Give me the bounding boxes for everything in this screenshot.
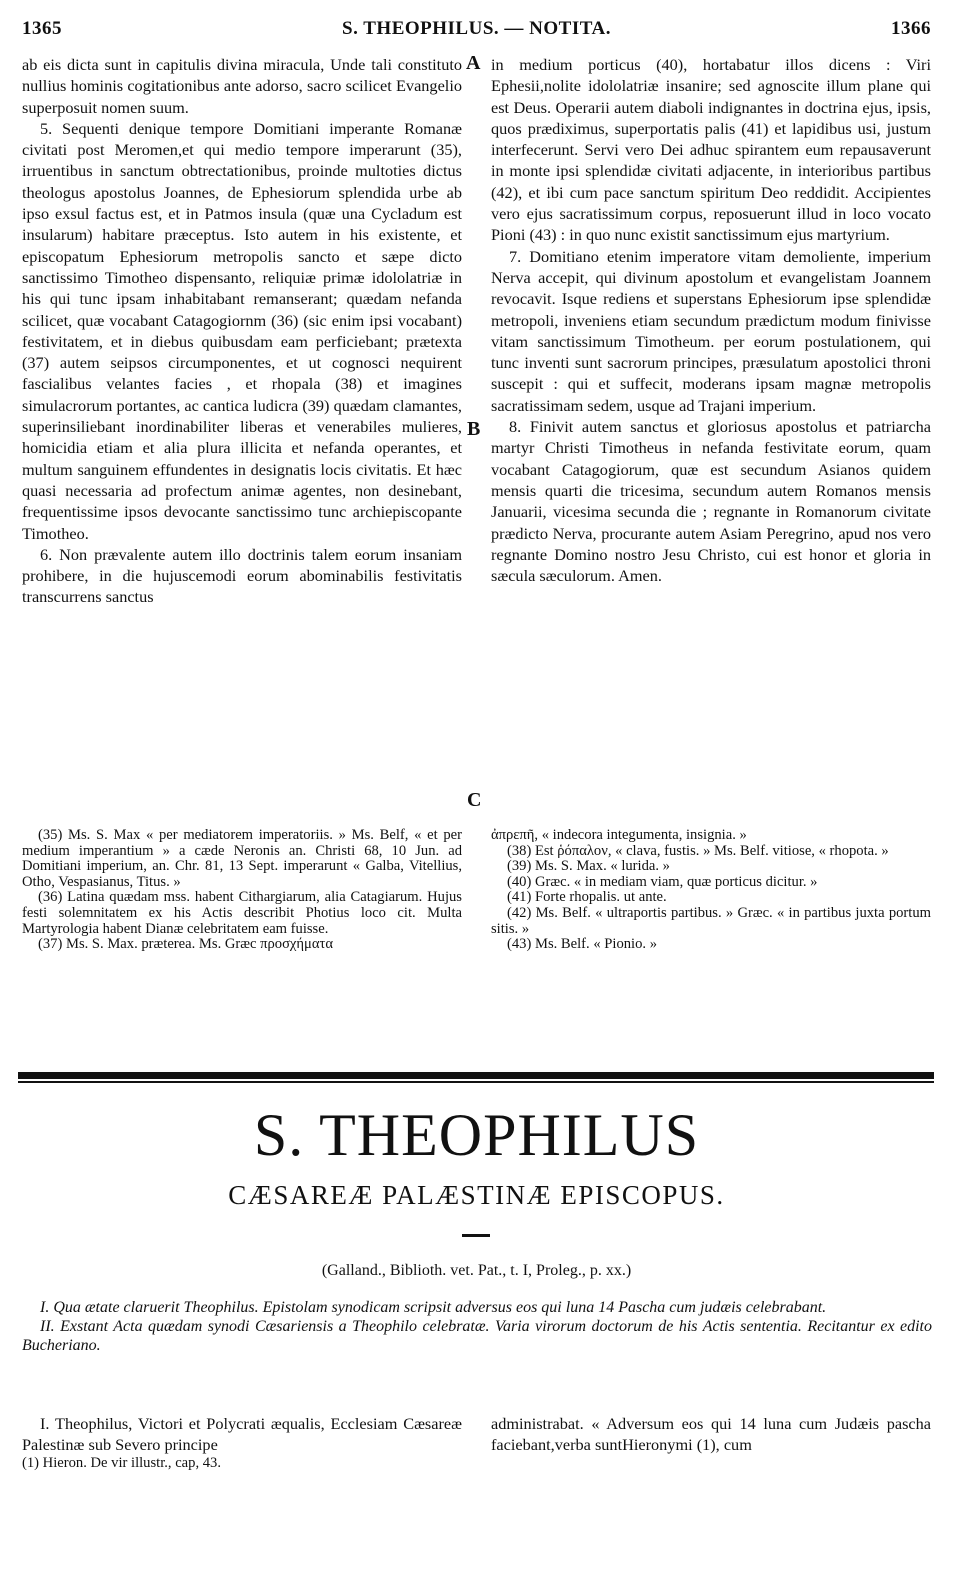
summary-item-1: I. Qua ætate claruerit Theophilus. Epistolam synodicam scripsit adversus eos qui luna 14 Pascha cum judæis celebrabant.	[40, 1299, 827, 1316]
footnote-37: (37) Ms. S. Max. præterea. Ms. Græc προσχήματα	[38, 936, 334, 953]
paragraph-7: 7. Domitiano etenim imperatore vitam demoliente, imperium Nerva accepit, qui divinum apostolum et evangelistam Joannem revocavit. Isque rediens et superstans Ephesiorum ipse splendidæ metropoli, inveniens etiam secundum prædictum modum finivisse vitam sanctissimum Timotheum. per eorum postulationem, qui tunc inventi sunt sacrorum principes, præsulatum apostolici throni suscepit : qui et suffecit, moderans ipsam magnæ metropolis sacratissimam sedem, usque ad Trajani imperium.	[491, 246, 931, 415]
source-citation: (Galland., Biblioth. vet. Pat., t. I, Proleg., p. xx.)	[321, 1262, 632, 1279]
footnote-1: (1) Hieron. De vir illustr., cap, 43.	[22, 1455, 221, 1471]
short-rule	[462, 1234, 490, 1237]
footnote-38: (38) Est ῥόπαλον, « clava, fustis. » Ms. Belf. vitiose, « rhopota. »	[507, 842, 889, 859]
footnotes-left	[22, 828, 462, 953]
footnote-43: (43) Ms. Belf. « Pionio. »	[507, 936, 657, 953]
footnote-41: (41) Forte rhopalis. ut ante.	[507, 889, 667, 906]
body-paragraph-1-cont: administrabat. « Adversum eos qui 14 luna cum Judæis pascha faciebant,verba suntHieronymi (1), cum	[491, 1414, 931, 1455]
summary-item-2: II. Exstant Acta quædam synodi Cæsariensis a Theophilo celebratæ. Varia virorum doctorum de his Actis sententia. Recitantur ex edito Bucheriano.	[22, 1318, 932, 1354]
section-divider-rule	[18, 1072, 934, 1083]
page-number-right: 1366	[891, 18, 931, 39]
paragraph-4-end: ab eis dicta sunt in capitulis divina miracula, Unde tali constituto nullius hominis cogitationibus ante adorso, sacro scilicet Evangelio superposuit nomen suum.	[22, 55, 462, 117]
paragraph-6-end: in medium porticus (40), hortabatur illos dicens : Viri Ephesii,nolite idololatriæ insanire; sed agnoscite illum plane qui est Deus. Operarii autem diaboli indignantes in doctrina ejus, ipsis, quos prædiximus, superportatis palis (41) et lapidibus usi, justum interfecerunt. Servi vero Dei adhuc spirantem eum repausaverunt in monte ipsi splendidæ civitati adjacente, in interioribus partibus (42), et ibi cum pace sanctum spiritum Deo reddidit. Accipientes vero ejus sacratissimum corpus, reposuerunt illud in loco vocato Pioni (43) : in quo nunc existit sanctissimum ejus martyrium.	[491, 55, 931, 245]
page-number-left: 1365	[22, 18, 62, 39]
section-subtitle: CÆSAREÆ PALÆSTINÆ EPISCOPUS.	[228, 1180, 725, 1210]
paragraph-5: 5. Sequenti denique tempore Domitiani imperante Romanæ civitati post Meromen,et qui medio tempore imperarunt (35), irruentibus in sanctum obtrectationibus, proinde multoties dictus theologus apostolus Joannes, de Ephesiorum splendida urbe ab ipso exsul factus est, et in Patmos insula (quæ una Cycladum est insularum) habitare præceptus. Isto autem in his existente, et episcopatum Ephesiorum metropolis sancto et sæpe dicto sanctissimo Timotheo dispensanto, reliquiæ primæ idololatriæ in his qui tunc ipsam inhabitabant remanserant; quædam nefanda scilicet, quæ vocabant Catagogiornm (36) (sic enim ipsi vocabant) festivitatem, et in diebus quibusdam eam perficiebant; prætexta (37) autem seipsos circumponentes, et ut cognosci nequirent fascialibus velantes facies , et rhopala (38) et imagines simulacrorum portantes, ac cantica ludicra (39) quædam clamantes, superinsiliebant inordinabiliter liberas et venerabiles mulieres, homicidia etiam et alia plura illicita et nefanda operantes, et multum sanguinem effundentes in designatis locis civitatis. Et hæc quasi necessaria ad profectum animæ agentes, non desinebant, frequentissime ipsos devocante sanctissimo tunc archiepiscopante Timotheo.	[22, 118, 462, 543]
margin-letter-b: B	[467, 418, 481, 440]
paragraph-6: 6. Non prævalente autem illo doctrinis talem eorum insaniam prohibere, in die hujuscemodi eorum abominabilis festivitatis transcurrens sanctus	[22, 544, 462, 607]
margin-letter-c: C	[467, 789, 482, 811]
running-title: S. THEOPHILUS. — NOTITA.	[342, 18, 611, 39]
right-column	[491, 54, 931, 586]
section-title: S. THEOPHILUS	[253, 1102, 700, 1168]
paragraph-8: 8. Finivit autem sanctus et gloriosus apostolus et patriarcha martyr Christi Timotheus in nefanda festivitate eorum, quam vocabant Catagogiorum, quæ est secundum Asianos quidem mensis quarti die tricesima, secundum autem Romanos mensis Januarii, vicesima secunda die ; regnante in Romanorum civitate prædicto Nerva, procurante autem Asiam Peregrino, apud nos vero regnante Domino nostro Jesu Christo, cui est honor et gloria in sæcula sæculorum. Amen.	[491, 417, 931, 586]
footnote-37-cont: ἀπρεπῆ, « indecora integumenta, insignia. »	[491, 827, 747, 843]
body-right-column	[491, 1413, 931, 1456]
footnote-36: (36) Latina quædam mss. habent Cithargiarum, alia Catagiarum. Hujus festi solemnitatem ex his Actis describit Photius loco cit. Multa Martyrologia habent Dianæ celebritatem eam fuisse.	[22, 889, 462, 937]
footnote-40: (40) Græc. « in mediam viam, quæ porticus dicitur. »	[507, 873, 818, 890]
footnote-35: (35) Ms. S. Max « per mediatorem imperatoriis. » Ms. Belf, « et per medium imperantium » a cæde Neronis an. Christi 68, 10 Jun. ad Domitiani imperium, an. Chr. 81, 13 Sept. imperarunt « Galba, Vitellius, Otho, Vespasianus, Titus. »	[22, 827, 462, 890]
body-paragraph-1: I. Theophilus, Victori et Polycrati æqualis, Ecclesiam Cæsareæ Palestinæ sub Severo principe	[22, 1414, 462, 1455]
left-column	[22, 54, 462, 608]
chapter-summary	[22, 1298, 932, 1355]
body-left-column	[22, 1413, 462, 1456]
footnote-39: (39) Ms. S. Max. « lurida. »	[507, 858, 670, 875]
margin-letter-a: A	[466, 52, 481, 74]
footnote-42: (42) Ms. Belf. « ultraportis partibus. » Græc. « in partibus juxta portum sitis. »	[491, 904, 931, 937]
footnotes-right	[491, 828, 931, 953]
